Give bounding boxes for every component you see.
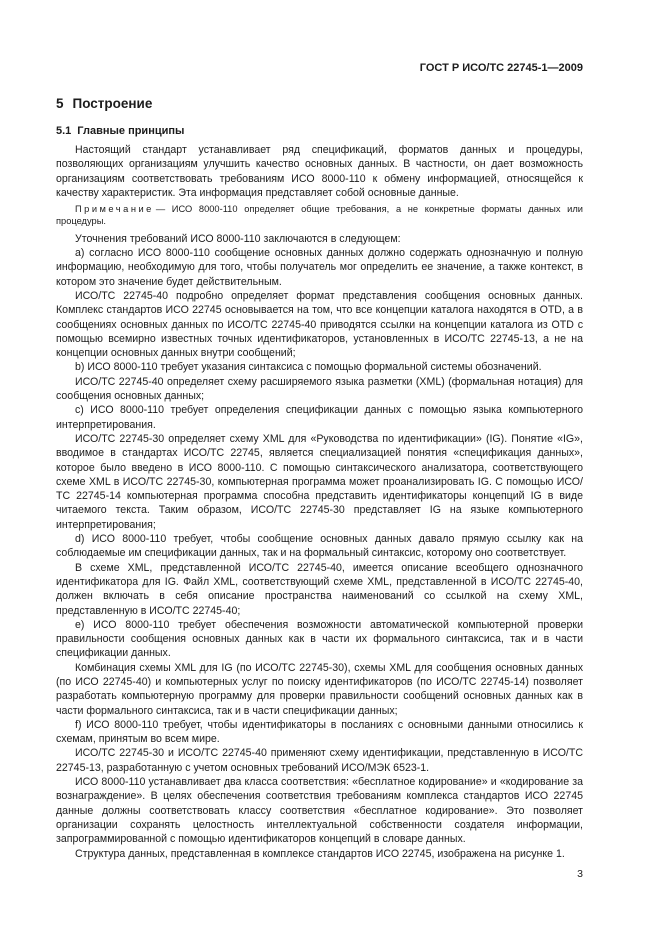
note (56, 204, 583, 228)
paragraph-conformance-classes: ИСО 8000-110 устанавливает два класса соответствия: «бесплатное кодирование» и «кодирование за вознаграждение». В целях обеспечения соответствия требованиям комплекса стандартов ИСО 22745 данные должны соответствовать классу соответствия «бесплатное кодирование». Это позволяет организации сохранять целостность интеллектуальной собственности создателя информации, запрограммированной с помощью идентификаторов концепций в словаре данных. (56, 776, 583, 846)
subsection-heading (56, 125, 583, 138)
list-item-c: c) ИСО 8000-110 требует определения спецификации данных с помощью языка компьютерного интерпретирования. (56, 404, 583, 431)
section-title: Построение (72, 96, 153, 111)
paragraph-clarifications-lead: Уточнения требований ИСО 8000-110 заключаются в следующем: (75, 232, 401, 245)
body-text (56, 143, 583, 861)
page-content (56, 0, 583, 880)
note-label: Примечание (75, 204, 154, 215)
list-item-d: d) ИСО 8000-110 требует, чтобы сообщение основных данных давало прямую ссылку как на соблюдаемые им спецификации данных, так и на формальный синтаксис, которому оно соответствует. (56, 533, 583, 560)
paragraph-intro: Настоящий стандарт устанавливает ряд спецификаций, форматов данных и процедуры, позволяющих организациям улучшить качество основных данных. В частности, он дает возможность организациям соответствовать требованиям ИСО 8000-110 к обмену информацией, относящейся к качеству характеристик. Эта информация представляет собой основные данные. (56, 144, 583, 199)
section-number: 5 (56, 96, 64, 111)
document-code: ГОСТ Р ИСО/ТС 22745-1—2009 (419, 62, 583, 74)
list-item-a: a) согласно ИСО 8000-110 сообщение основных данных должно содержать однозначную и полную информацию, необходимую для того, чтобы получатель мог определить ее значение, а также контекст, в котором это значение будет действительным. (56, 247, 583, 288)
list-item-e: e) ИСО 8000-110 требует обеспечения возможности автоматической компьютерной проверки правильности сообщения основных данных как в части их формального синтаксиса, так и в части спецификации данных. (56, 618, 583, 660)
paragraph-identification-scheme: ИСО/ТС 22745-30 и ИСО/ТС 22745-40 применяют схему идентификации, представленную в ИСО/ТС 22745-13, разработанную с учетом основных требований ИСО/МЭК 6523-1. (56, 747, 583, 774)
subsection-number: 5.1 (56, 125, 72, 137)
note-text: — ИСО 8000-110 определяет общие требования, а не конкретные форматы данных или процедуры. (56, 204, 583, 226)
paragraph-ig-schema: ИСО/ТС 22745-30 определяет схему XML для «Руководства по идентификации» (IG). Понятие «IG», вводимое в стандартах ИСО/ТС 22745, является специализацией понятия «спецификация данных», которое было введено в ИСО 8000-110. С помощью синтаксического анализатора, соответствующего схеме XML в ИСО/ТС 22745-30, компьютерная программа может проанализировать IG. С помощью ИСО/ТС 22745-14 компьютерная программа способна представить идентификаторы концепций IG в виде читаемого текста. Таким образом, ИСО/ТС 22745-30 представляет IG на языке компьютерного интерпретирования; (56, 432, 583, 531)
page-number: 3 (577, 867, 583, 880)
paragraph-xml-identifier: В схеме XML, представленной ИСО/ТС 22745-40, имеется описание всеобщего однозначного идентификатора для IG. Файл XML, соответствующий схеме XML, представленной в ИСО/ТС 22745-40, должен включать в себя описание пространства наименований со ссылкой на схему XML, представленную в ИСО/ТС 22745-40; (56, 561, 583, 617)
list-item-f: f) ИСО 8000-110 требует, чтобы идентификаторы в посланиях с основными данными относились к схемам, принятым во всем мире. (56, 718, 583, 746)
subsection-title: Главные принципы (77, 125, 185, 137)
paragraph-data-structure-figure: Структура данных, представленная в комплексе стандартов ИСО 22745, изображена на рисунке 1. (75, 847, 565, 860)
paragraph-combination: Комбинация схемы XML для IG (по ИСО/ТС 22745-30), схемы XML для сообщения основных данных (по ИСО 22745-40) и компьютерных услуг по поиску идентификаторов (по ИСО/ТС 22745-14) позволяет разработать компьютерную программу для проверки правильности сообщений основных данных как в части формального синтаксиса, так и в части спецификации данных; (56, 661, 583, 717)
paragraph-xml-schema-notation: ИСО/ТС 22745-40 определяет схему расширяемого языка разметки (XML) (формальная нотация) для сообщения основных данных; (56, 375, 583, 403)
paragraph-iso-22745-40-format: ИСО/ТС 22745-40 подробно определяет формат представления сообщения основных данных. Комплекс стандартов ИСО 22745 основывается на том, что все концепции каталога находятся в OTD, а в сообщениях основных данных по ИСО/ТС 22745-40 приводятся ссылки на концепции каталога из OTD с помощью всемирно известных точных идентификаторов, установленных в ИСО/ТС 22745-13, а не на концепции основных данных внутри сообщений; (56, 289, 583, 360)
document-code-header (56, 0, 583, 75)
list-item-b: b) ИСО 8000-110 требует указания синтаксиса с помощью формальной системы обозначений. (75, 361, 542, 374)
section-heading (56, 96, 583, 111)
